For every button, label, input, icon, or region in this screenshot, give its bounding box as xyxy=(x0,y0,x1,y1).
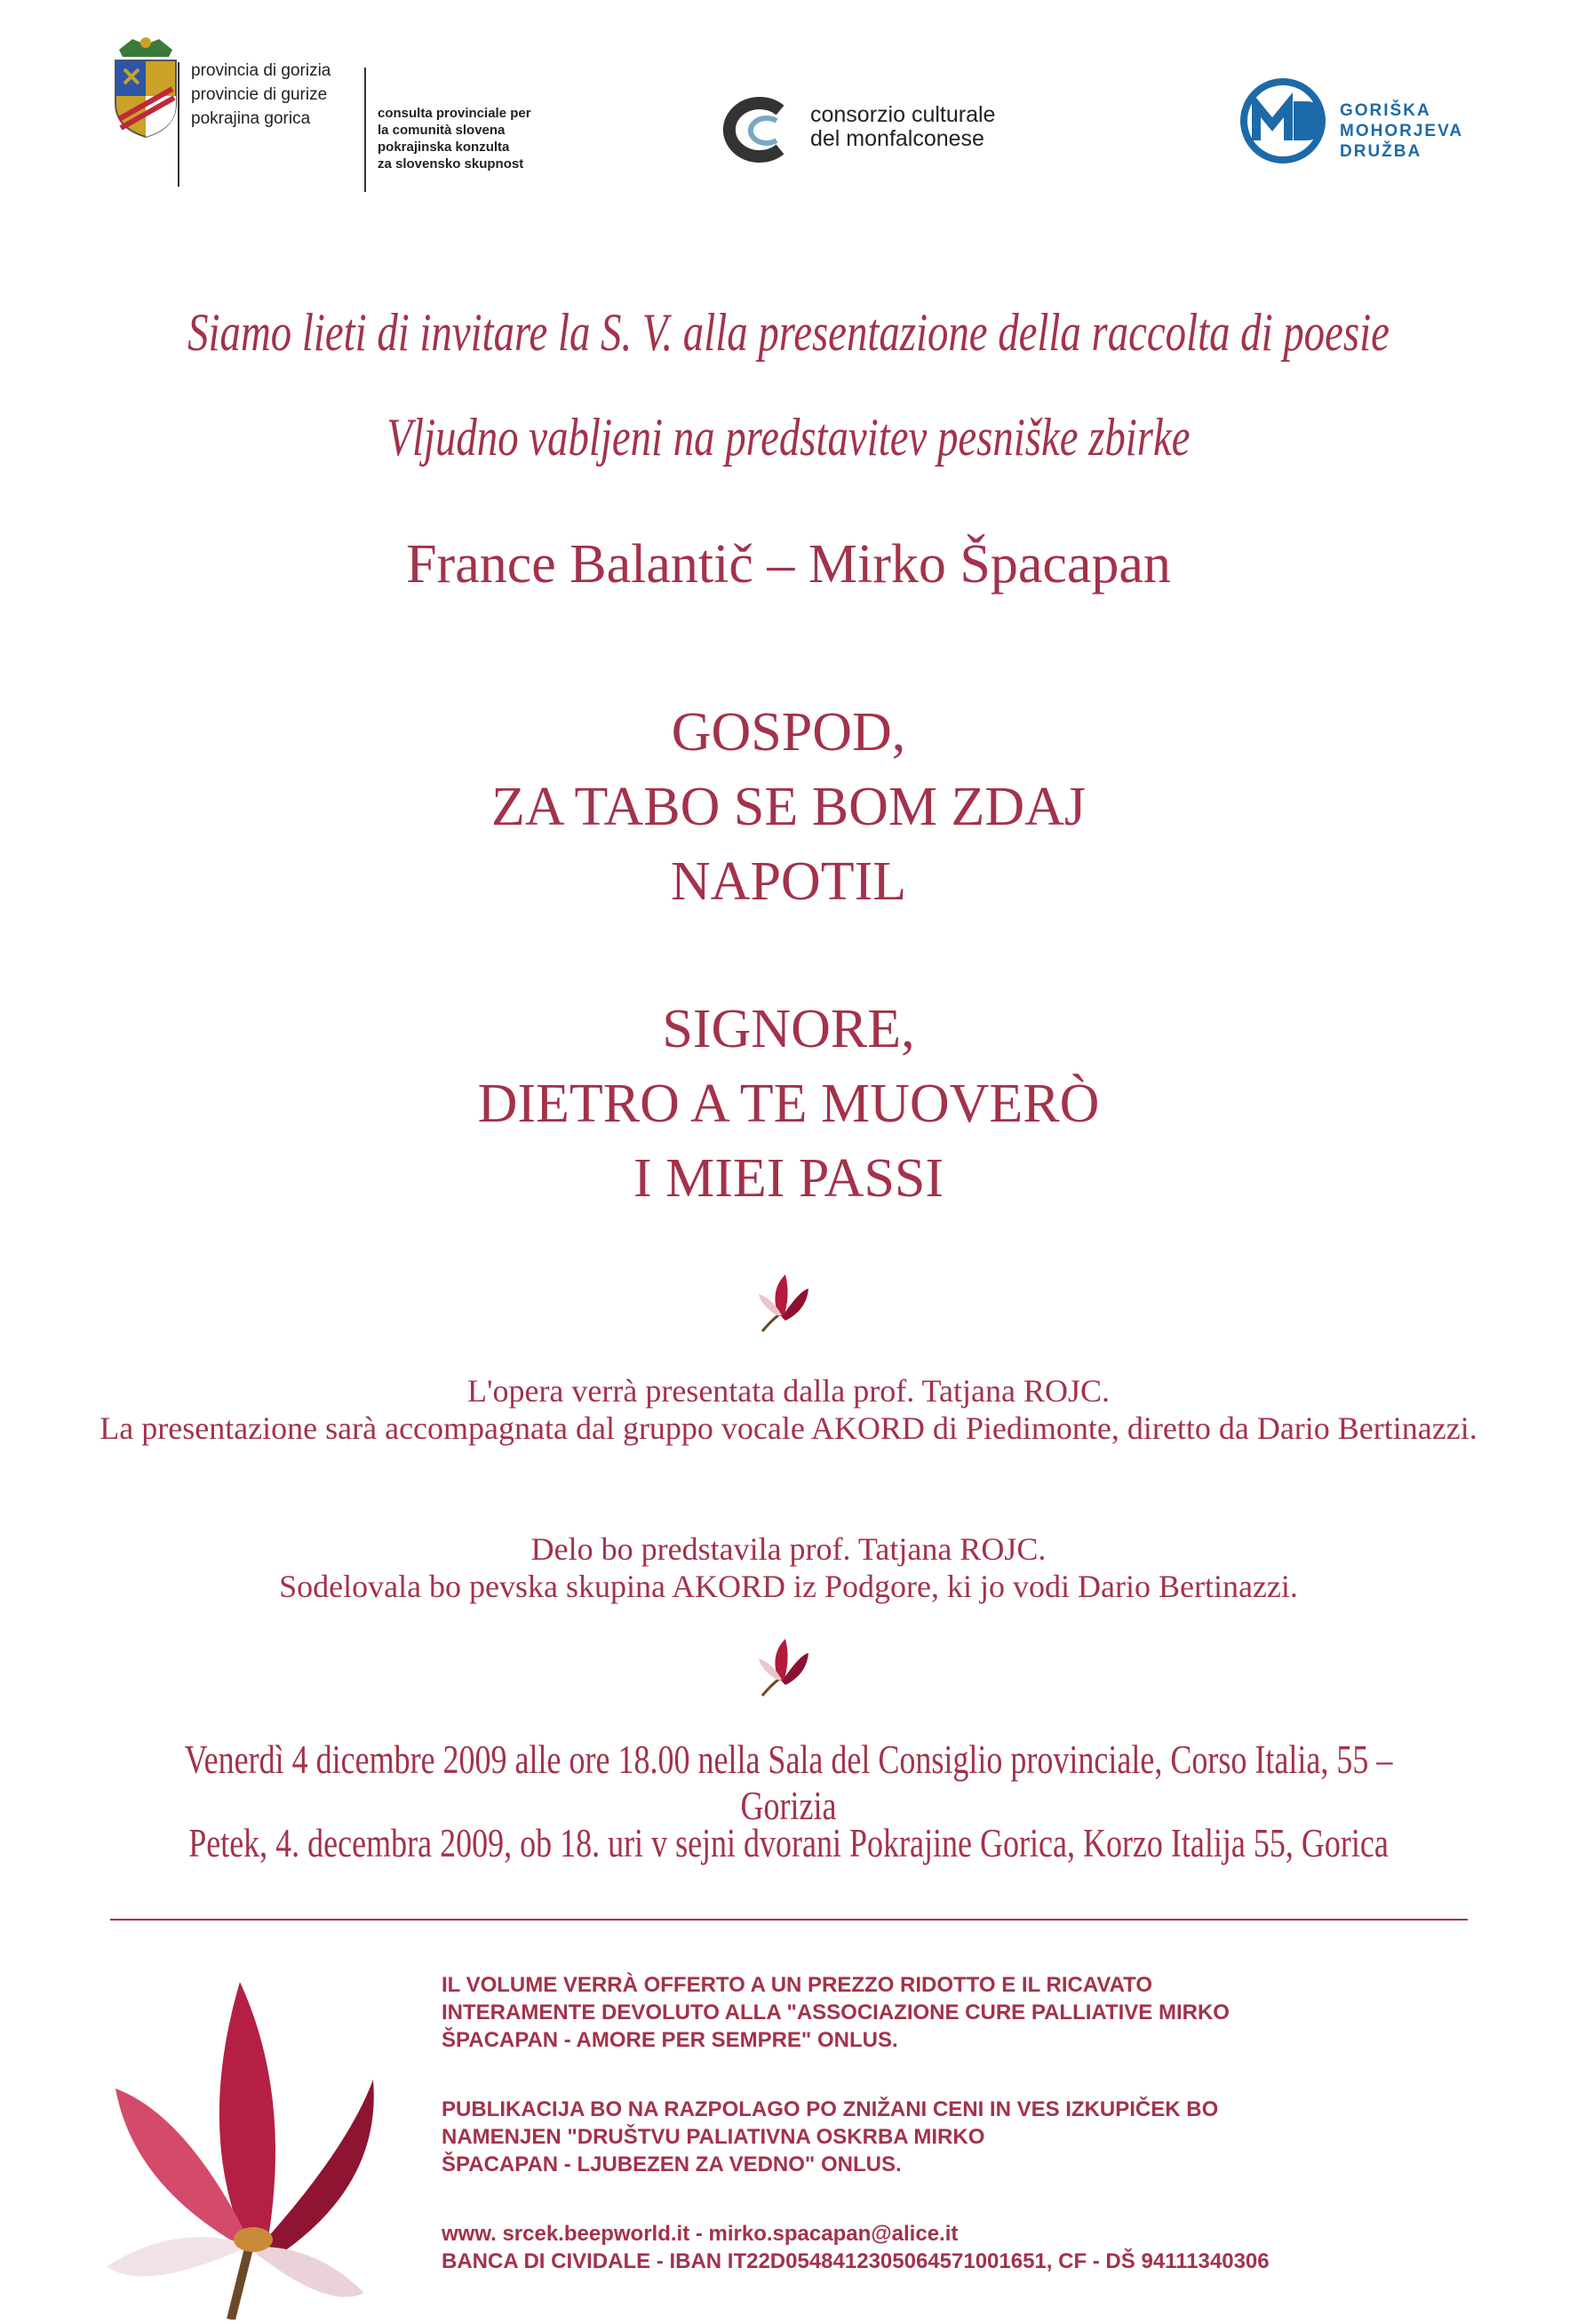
divider xyxy=(110,1919,1468,1921)
title-sl-line: ZA TABO SE BOM ZDAJ xyxy=(490,777,1087,837)
province-name-sl: pokrajina gorica xyxy=(191,109,311,128)
invite-it: Siamo lieti di invitare la S. V. alla presentazione della raccolta di poesie xyxy=(187,303,1390,362)
title-it-line: I MIEI PASSI xyxy=(633,1148,944,1209)
magnolia-flower-icon xyxy=(752,1269,814,1342)
consorzio-line: del monfalconese xyxy=(810,126,984,151)
province-coat-of-arms xyxy=(110,34,181,140)
consulta-line: la comunità slovena xyxy=(378,123,506,138)
footer-contacts xyxy=(442,2220,1508,2275)
province-name-fu: provincie di gurize xyxy=(191,85,328,104)
consulta-line: za slovensko skupnost xyxy=(378,156,524,172)
title-it-line: DIETRO A TE MUOVERÒ xyxy=(477,1074,1100,1134)
magnolia-flower-icon xyxy=(752,1633,814,1706)
invite-sl: Vljudno vabljeni na predstavitev pesniške zbirke xyxy=(386,408,1191,467)
gmd-line: DRUŽBA xyxy=(1340,142,1422,161)
province-name xyxy=(191,59,360,131)
consulta-line: pokrajinska konzulta xyxy=(378,140,510,155)
title-sl-line: GOSPOD, xyxy=(671,702,906,763)
presentation-it-line: La presentazione sarà accompagnata dal gruppo vocale AKORD di Piedimonte, diretto da Dario Bertinazzi. xyxy=(100,1410,1477,1446)
footer-line: INTERAMENTE DEVOLUTO ALLA "ASSOCIAZIONE CURE PALLIATIVE MIRKO xyxy=(442,2001,1230,2025)
title-it-line: SIGNORE, xyxy=(662,999,915,1059)
consorzio-line: consorzio culturale xyxy=(810,102,996,127)
province-divider xyxy=(178,62,179,187)
title-sl xyxy=(0,695,1577,919)
gmd-line: GORIŠKA xyxy=(1340,101,1431,120)
title-it xyxy=(0,992,1577,1216)
authors: France Balantič – Mirko Špacapan xyxy=(406,534,1171,595)
magnolia-large-icon xyxy=(98,1955,382,2320)
footer-line: IL VOLUME VERRÀ OFFERTO A UN PREZZO RIDOTTO E IL RICAVATO xyxy=(442,1973,1153,1997)
footer-notice-it xyxy=(442,1971,1508,2054)
footer-line: NAMENJEN "DRUŠTVU PALIATIVNA OSKRBA MIRKO xyxy=(442,2125,985,2149)
presentation-sl xyxy=(0,1530,1577,1605)
date-it: Venerdì 4 dicembre 2009 alle ore 18.00 nella Sala del Consiglio provinciale, Corso Italia, 55 – Gorizia xyxy=(184,1737,1393,1828)
gmd-line: MOHORJEVA xyxy=(1340,122,1464,140)
consulta-line: consulta provinciale per xyxy=(378,106,531,121)
consorzio-logo-icon xyxy=(718,94,807,165)
gmd-logo-icon xyxy=(1237,75,1333,167)
presentation-it xyxy=(0,1372,1577,1447)
date-sl: Petek, 4. decembra 2009, ob 18. uri v sejni dvorani Pokrajine Gorica, Korzo Italija 55, Gorica xyxy=(188,1821,1389,1865)
footer-web[interactable]: www. srcek.beepworld.it - mirko.spacapan@alice.it xyxy=(442,2222,959,2246)
footer-line: PUBLIKACIJA BO NA RAZPOLAGO PO ZNIŽANI CENI IN VES IZKUPIČEK BO xyxy=(442,2097,1219,2121)
footer-line: ŠPACAPAN - AMORE PER SEMPRE" ONLUS. xyxy=(442,2028,898,2052)
presentation-sl-line: Delo bo predstavila prof. Tatjana ROJC. xyxy=(530,1531,1047,1567)
province-name-it: provincia di gorizia xyxy=(191,61,331,80)
gmd-label xyxy=(1340,100,1463,162)
footer-notice-sl xyxy=(442,2096,1508,2178)
consulta-divider xyxy=(364,68,366,192)
title-sl-line: NAPOTIL xyxy=(670,851,907,912)
footer-line: ŠPACAPAN - LJUBEZEN ZA VEDNO" ONLUS. xyxy=(442,2152,902,2176)
consorzio-label xyxy=(810,103,995,151)
presentation-sl-line: Sodelovala bo pevska skupina AKORD iz Podgore, ki jo vodi Dario Bertinazzi. xyxy=(279,1569,1298,1604)
footer-bank: BANCA DI CIVIDALE - IBAN IT22D0548412305064571001651, CF - DŠ 94111340306 xyxy=(442,2249,1270,2273)
consulta-label xyxy=(378,105,600,172)
presentation-it-line: L'opera verrà presentata dalla prof. Tatjana ROJC. xyxy=(466,1373,1110,1409)
